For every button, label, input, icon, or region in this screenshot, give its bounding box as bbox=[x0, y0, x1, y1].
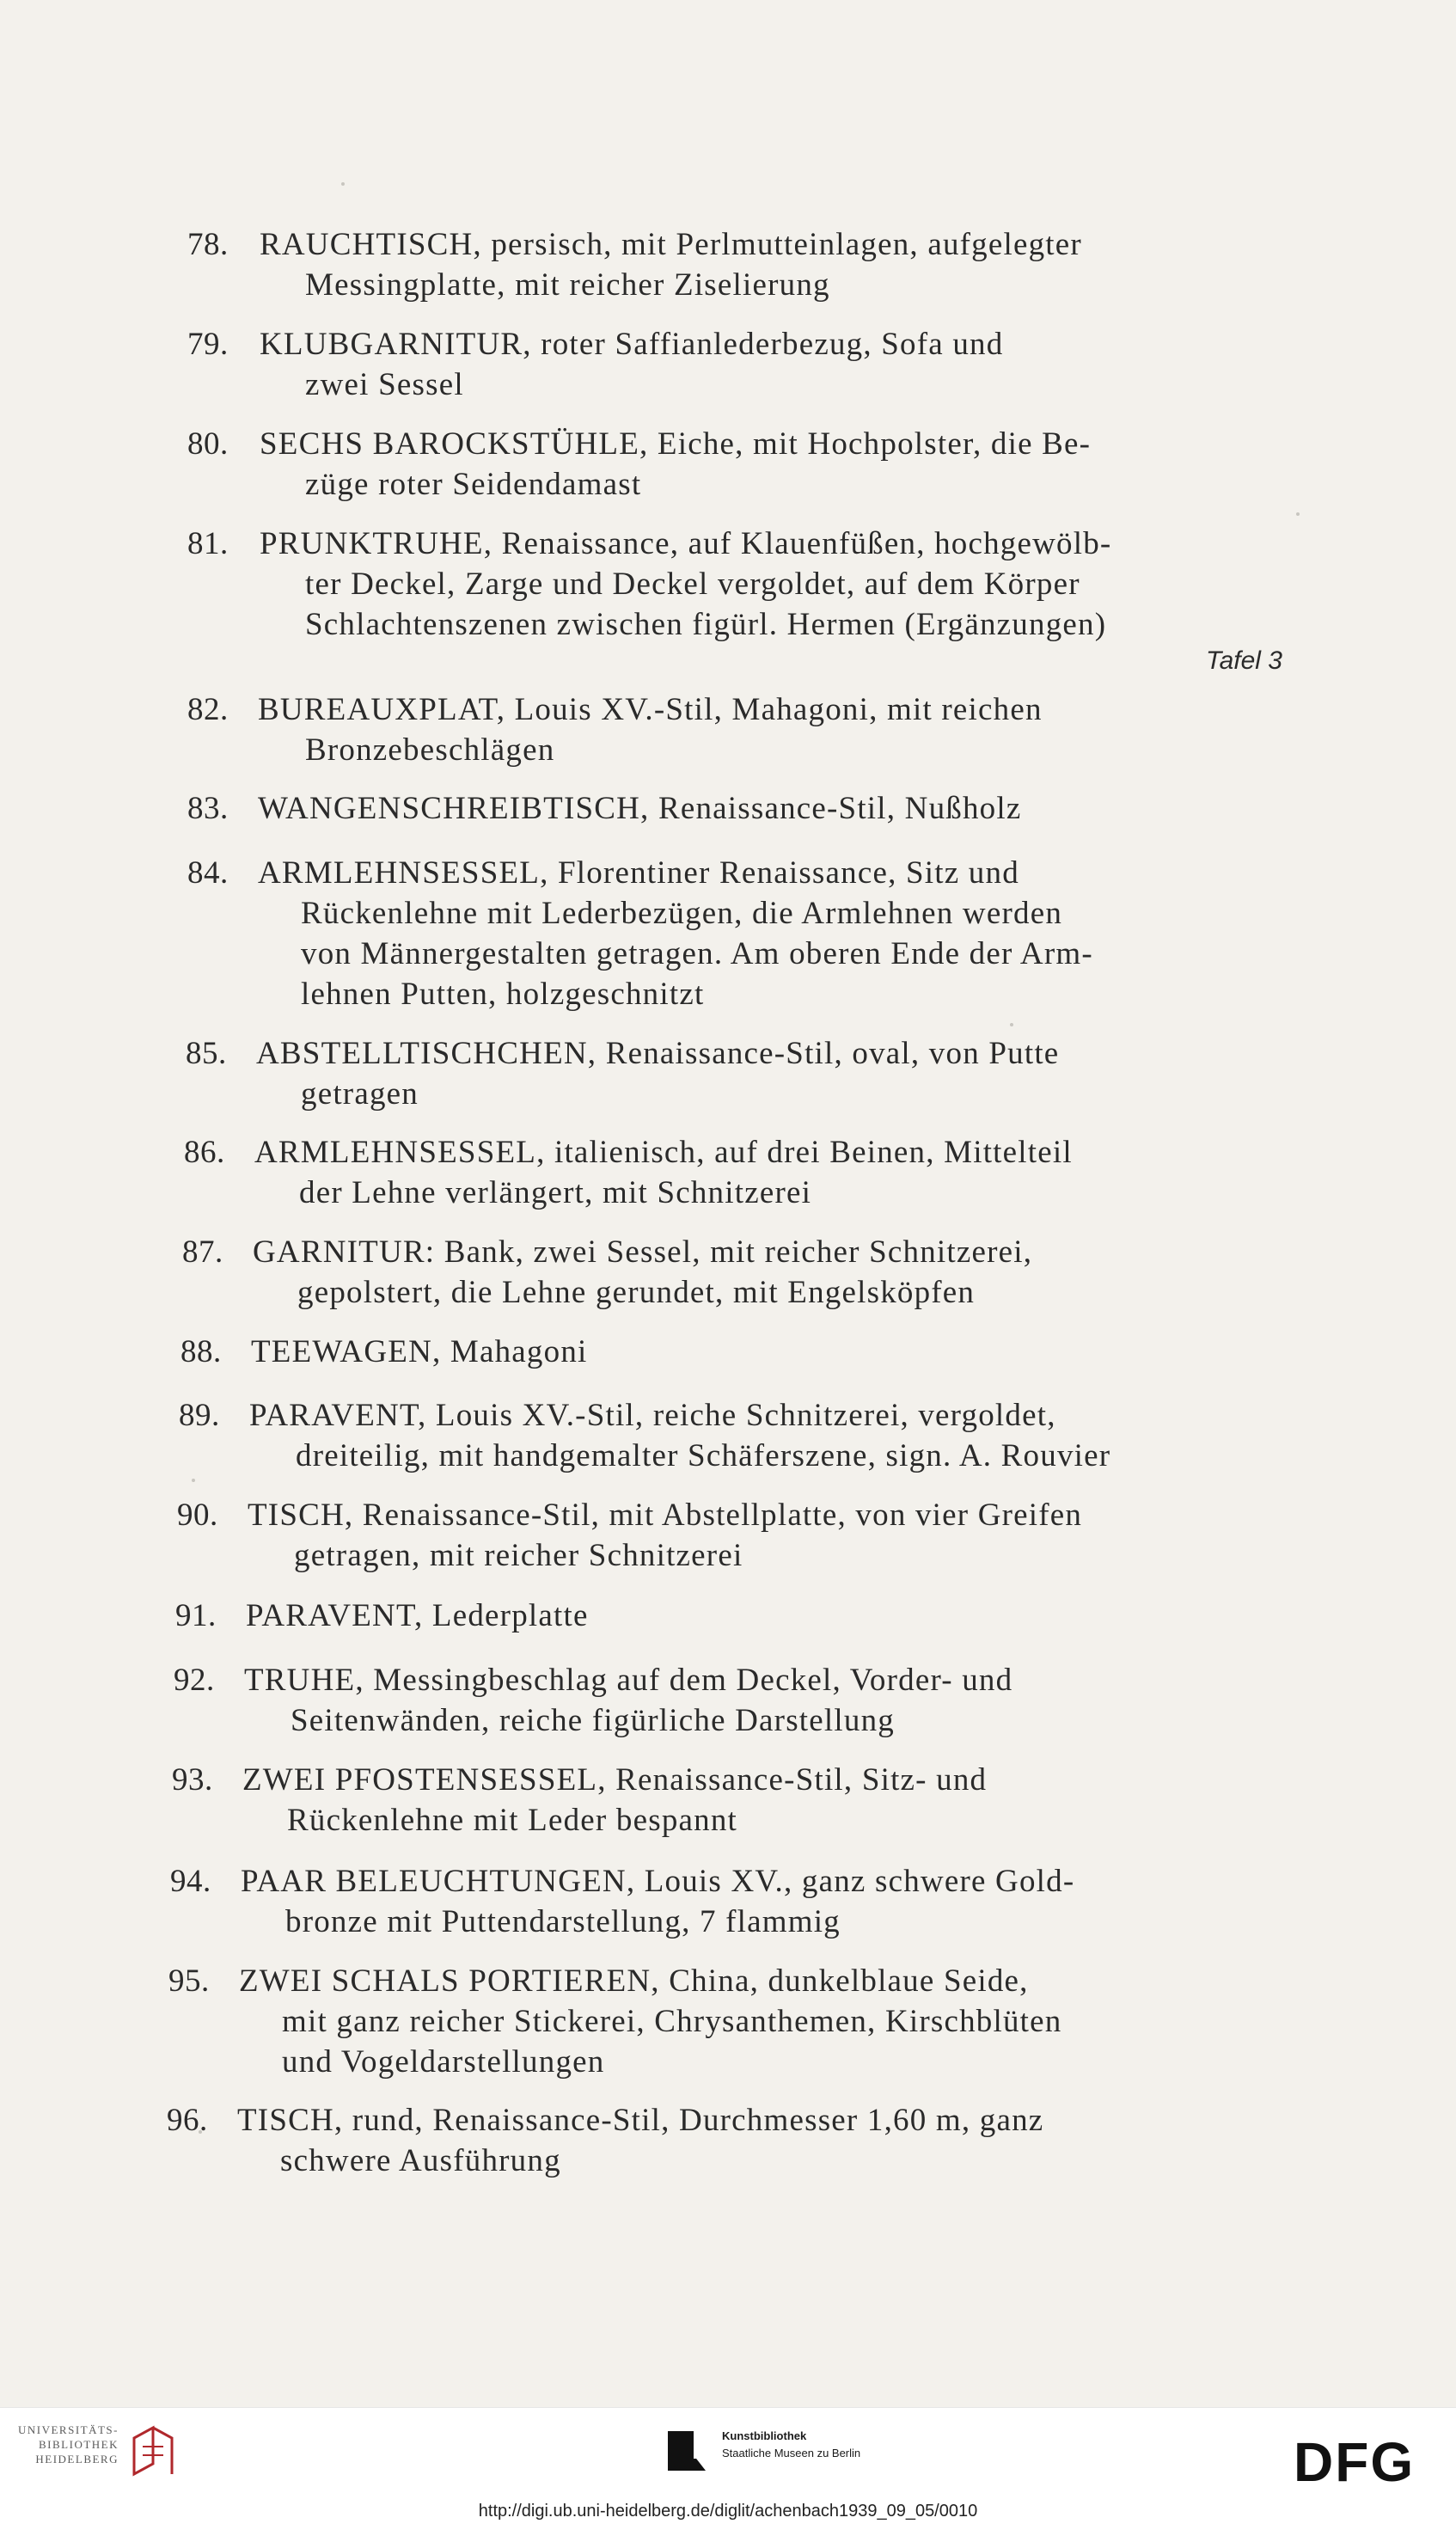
entry-title-line: PAAR BELEUCHTUNGEN, Louis XV., ganz schwere Gold- bbox=[241, 1864, 1075, 1899]
entry-continuation-line: Seitenwänden, reiche figürliche Darstellung bbox=[291, 1703, 895, 1738]
speck bbox=[192, 1479, 195, 1482]
entry-title-line: ABSTELLTISCHCHEN, Renaissance-Stil, oval, von Putte bbox=[256, 1036, 1060, 1071]
entry-title-line: PRUNKTRUHE, Renaissance, auf Klauenfüßen, hochgewölb- bbox=[260, 526, 1112, 561]
entry-title-line: PARAVENT, Louis XV.-Stil, reiche Schnitzerei, vergoldet, bbox=[249, 1398, 1056, 1433]
kunstbibliothek-title: Kunstbibliothek bbox=[722, 2429, 807, 2442]
entry-number: 89. bbox=[179, 1398, 220, 1433]
entry-number: 94. bbox=[170, 1864, 211, 1899]
kunstbibliothek-logo-icon bbox=[664, 2426, 713, 2474]
entry-number: 96. bbox=[167, 2103, 208, 2138]
university-logo-icon bbox=[127, 2421, 179, 2481]
entry-continuation-line: Rückenlehne mit Lederbezügen, die Armlehnen werden bbox=[301, 896, 1063, 931]
entry-number: 79. bbox=[187, 327, 229, 362]
plate-reference: Tafel 3 bbox=[1206, 646, 1282, 675]
entry-continuation-line: mit ganz reicher Stickerei, Chrysanthemen, Kirschblüten bbox=[282, 2004, 1062, 2039]
entry-title-line: TISCH, Renaissance-Stil, mit Abstellplatte, von vier Greifen bbox=[248, 1498, 1083, 1533]
entry-continuation-line: ter Deckel, Zarge und Deckel vergoldet, auf dem Körper bbox=[305, 567, 1080, 602]
entry-title-line: SECHS BAROCKSTÜHLE, Eiche, mit Hochpolster, die Be- bbox=[260, 426, 1092, 462]
kunstbibliothek-subtitle: Staatliche Museen zu Berlin bbox=[722, 2447, 861, 2459]
entry-continuation-line: der Lehne verlängert, mit Schnitzerei bbox=[299, 1175, 812, 1210]
entry-title-line: GARNITUR: Bank, zwei Sessel, mit reicher Schnitzerei, bbox=[253, 1234, 1033, 1270]
entry-continuation-line: bronze mit Puttendarstellung, 7 flammig bbox=[285, 1904, 841, 1939]
entry-title-line: ZWEI PFOSTENSESSEL, Renaissance-Stil, Sitz- und bbox=[242, 1762, 988, 1798]
speck bbox=[1296, 512, 1300, 516]
entry-number: 82. bbox=[187, 692, 229, 727]
entry-number: 84. bbox=[187, 855, 229, 891]
entry-continuation-line: gepolstert, die Lehne gerundet, mit Engelsköpfen bbox=[297, 1275, 976, 1310]
entry-number: 87. bbox=[182, 1234, 223, 1270]
entry-continuation-line: Schlachtenszenen zwischen figürl. Hermen (Ergänzungen) bbox=[305, 607, 1107, 642]
entry-continuation-line: Rückenlehne mit Leder bespannt bbox=[287, 1803, 738, 1838]
entry-number: 88. bbox=[180, 1334, 222, 1369]
entry-continuation-line: züge roter Seidendamast bbox=[305, 467, 642, 502]
entry-title-line: ARMLEHNSESSEL, italienisch, auf drei Beinen, Mittelteil bbox=[254, 1135, 1073, 1170]
entry-title-line: TRUHE, Messingbeschlag auf dem Deckel, Vorder- und bbox=[244, 1663, 1013, 1698]
university-library-label bbox=[15, 2423, 119, 2466]
speck bbox=[341, 182, 345, 186]
entry-title-line: TISCH, rund, Renaissance-Stil, Durchmesser 1,60 m, ganz bbox=[237, 2103, 1044, 2138]
entry-continuation-line: lehnen Putten, holzgeschnitzt bbox=[301, 977, 705, 1012]
entry-number: 86. bbox=[184, 1135, 225, 1170]
university-label-line: BIBLIOTHEK bbox=[39, 2438, 119, 2451]
speck bbox=[1010, 1023, 1013, 1026]
university-label-line: HEIDELBERG bbox=[35, 2453, 119, 2466]
entry-number: 85. bbox=[186, 1036, 227, 1071]
entry-continuation-line: schwere Ausführung bbox=[280, 2143, 561, 2178]
entry-title-line: KLUBGARNITUR, roter Saffianlederbezug, Sofa und bbox=[260, 327, 1004, 362]
entry-title-line: ZWEI SCHALS PORTIEREN, China, dunkelblaue Seide, bbox=[239, 1963, 1029, 1999]
entry-number: 95. bbox=[168, 1963, 210, 1999]
entry-number: 91. bbox=[175, 1598, 217, 1633]
entry-number: 83. bbox=[187, 791, 229, 826]
university-label-line: UNIVERSITÄTS- bbox=[18, 2423, 119, 2436]
entry-number: 90. bbox=[177, 1498, 218, 1533]
source-url[interactable]: http://digi.ub.uni-heidelberg.de/diglit/achenbach1939_09_05/0010 bbox=[478, 2502, 978, 2521]
entry-number: 92. bbox=[174, 1663, 215, 1698]
entry-continuation-line: und Vogeldarstellungen bbox=[282, 2044, 605, 2080]
entry-continuation-line: Messingplatte, mit reicher Ziselierung bbox=[305, 267, 830, 303]
entry-title-line: ARMLEHNSESSEL, Florentiner Renaissance, Sitz und bbox=[258, 855, 1019, 891]
entry-continuation-line: getragen bbox=[301, 1076, 419, 1112]
entry-title-line: RAUCHTISCH, persisch, mit Perlmutteinlagen, aufgelegter bbox=[260, 227, 1082, 262]
entry-continuation-line: Bronzebeschlägen bbox=[305, 732, 555, 768]
entry-continuation-line: getragen, mit reicher Schnitzerei bbox=[294, 1538, 743, 1573]
entry-title-line: BUREAUXPLAT, Louis XV.-Stil, Mahagoni, mit reichen bbox=[258, 692, 1043, 727]
entry-title-line: WANGENSCHREIBTISCH, Renaissance-Stil, Nußholz bbox=[258, 791, 1022, 826]
entry-number: 80. bbox=[187, 426, 229, 462]
entry-number: 81. bbox=[187, 526, 229, 561]
entry-continuation-line: zwei Sessel bbox=[305, 367, 464, 402]
entry-number: 78. bbox=[187, 227, 229, 262]
entry-continuation-line: von Männergestalten getragen. Am oberen Ende der Arm- bbox=[301, 936, 1093, 971]
entry-title-line: TEEWAGEN, Mahagoni bbox=[251, 1334, 588, 1369]
entry-continuation-line: dreiteilig, mit handgemalter Schäferszene, sign. A. Rouvier bbox=[296, 1438, 1111, 1473]
dfg-logo: DFG bbox=[1294, 2431, 1416, 2493]
entry-title-line: PARAVENT, Lederplatte bbox=[246, 1598, 589, 1633]
entry-number: 93. bbox=[172, 1762, 213, 1798]
